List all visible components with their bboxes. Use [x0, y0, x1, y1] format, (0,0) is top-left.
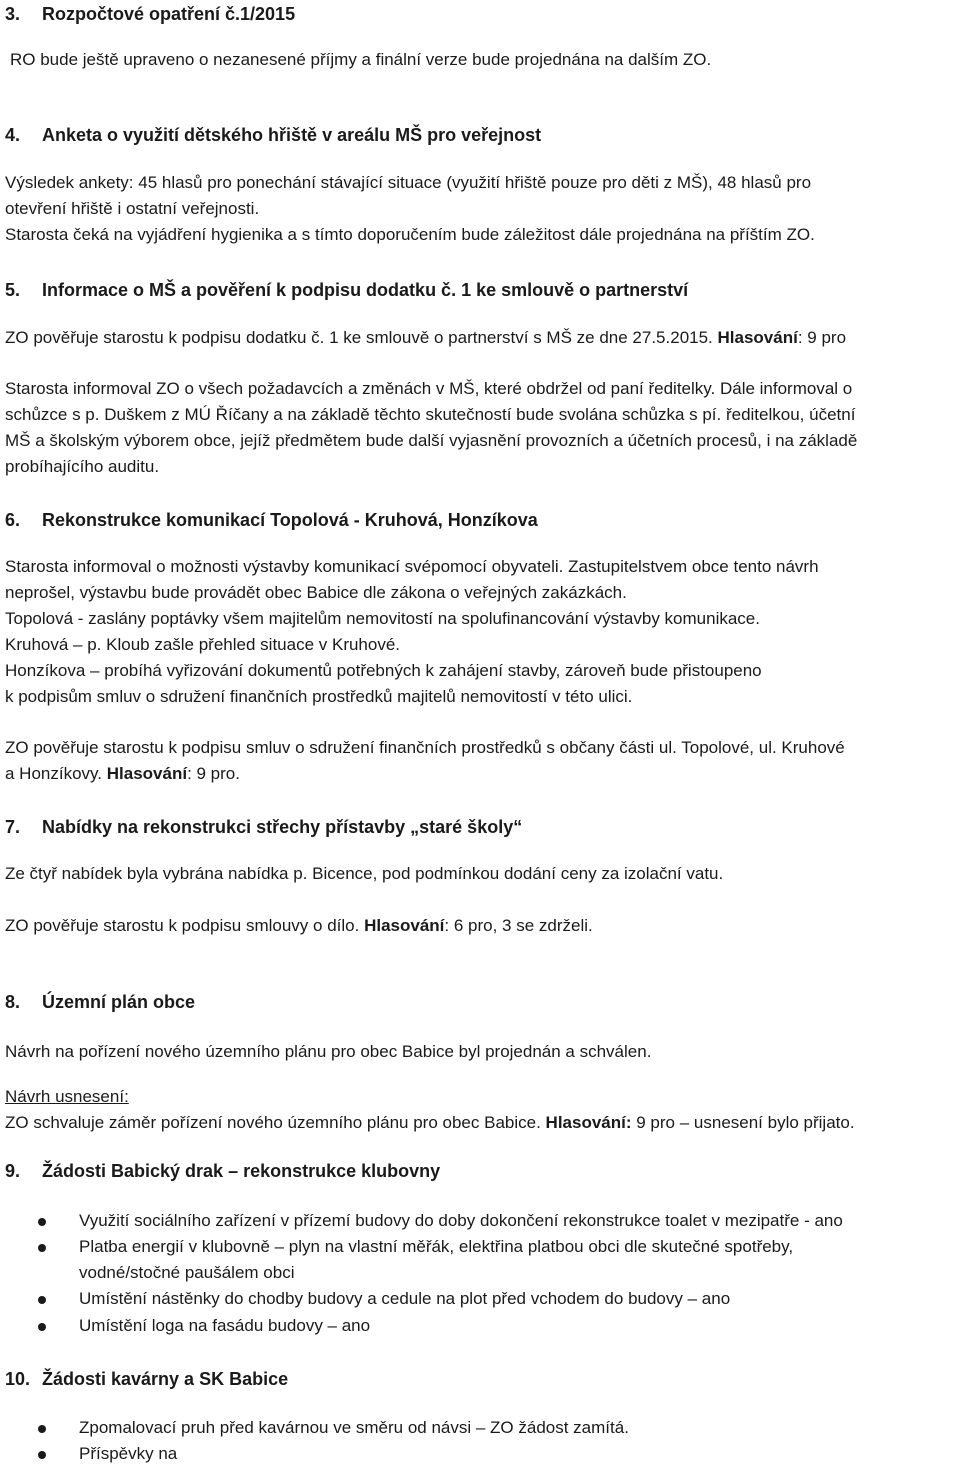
- heading-section-9: [5, 1160, 440, 1182]
- bullet-icon: [38, 1451, 46, 1459]
- list-item: Platba energií v klubovně – plyn na vlastní měřák, elektřina platbou obci dle skutečné spotřeby,: [79, 1237, 794, 1256]
- list-item: Příspěvky na: [79, 1444, 178, 1463]
- section-number: 3.: [5, 4, 21, 24]
- vote-label: Hlasování: [106, 764, 188, 783]
- section-title: Rekonstrukce komunikací Topolová - Kruhová, Honzíkova: [42, 510, 538, 530]
- text: ZO schvaluje záměr pořízení nového územního plánu pro obec Babice.: [5, 1113, 541, 1132]
- list-item: Umístění loga na fasádu budovy – ano: [79, 1316, 371, 1335]
- list-item-continuation: vodné/stočné paušálem obci: [79, 1263, 295, 1282]
- text: ZO pověřuje starostu k podpisu smlouvy o dílo.: [5, 916, 360, 935]
- text: a Honzíkovy.: [5, 764, 103, 783]
- paragraph-line: Ze čtyř nabídek byla vybrána nabídka p. Bicence, pod podmínkou dodání ceny za izolační vatu.: [5, 864, 724, 883]
- bullet-icon: [38, 1296, 46, 1304]
- section-number: 6.: [5, 510, 21, 530]
- section-number: 10.: [5, 1369, 31, 1389]
- paragraph-line: Kruhová – p. Kloub zašle přehled situace v Kruhové.: [5, 635, 401, 654]
- paragraph-line: MŠ a školským výborem obce, jejíž předmětem bude další vyjasnění provozních a účetních procesů, i na základě: [5, 431, 858, 450]
- section-title: Nabídky na rekonstrukci střechy přístavby „staré školy“: [42, 817, 523, 837]
- paragraph-line: Výsledek ankety: 45 hlasů pro ponechání stávající situace (využití hřiště pouze pro děti z MŠ), 48 hlasů pro: [5, 173, 812, 192]
- paragraph-line: k podpisům smluv o sdružení finančních prostředků majitelů nemovitostí v této ulici.: [5, 687, 633, 706]
- section-number: 4.: [5, 125, 21, 145]
- bullet-icon: [38, 1244, 46, 1252]
- paragraph-line: [5, 763, 240, 785]
- heading-section-7: [5, 816, 522, 838]
- paragraph-line: ZO pověřuje starostu k podpisu smluv o sdružení finančních prostředků s občany části ul. Topolové, ul. Kruhové: [5, 738, 845, 757]
- heading-section-3: [5, 3, 295, 25]
- section-number: 7.: [5, 817, 21, 837]
- bullet-icon: [38, 1323, 46, 1331]
- bullet-icon: [38, 1218, 46, 1226]
- vote-value: : 9 pro: [797, 328, 847, 347]
- paragraph: RO bude ještě upraveno o nezanesené příjmy a finální verze bude projednána na dalším ZO.: [10, 50, 712, 69]
- paragraph-line: Honzíkova – probíhá vyřizování dokumentů potřebných k zahájení stavby, zároveň bude přistoupeno: [5, 661, 762, 680]
- section-title: Rozpočtové opatření č.1/2015: [42, 4, 296, 24]
- heading-section-4: [5, 124, 541, 146]
- section-title: Územní plán obce: [42, 992, 196, 1012]
- text: ZO pověřuje starostu k podpisu dodatku č. 1 ke smlouvě o partnerství s MŠ ze dne 27.5.2015.: [5, 328, 713, 347]
- vote-value: 9 pro – usnesení bylo přijato.: [631, 1113, 855, 1132]
- paragraph-line: otevření hřiště i ostatní veřejnosti.: [5, 199, 260, 218]
- heading-section-5: [5, 279, 688, 301]
- paragraph-line: [5, 327, 846, 349]
- section-number: 5.: [5, 280, 21, 300]
- paragraph-line: Starosta čeká na vyjádření hygienika a s tímto doporučením bude záležitost dále projednána na příštím ZO.: [5, 225, 815, 244]
- heading-section-8: [5, 991, 195, 1013]
- section-title: Anketa o využití dětského hřiště v areálu MŠ pro veřejnost: [42, 125, 542, 145]
- vote-label: Hlasování: [717, 328, 798, 347]
- paragraph-line: Starosta informoval o možnosti výstavby komunikací svépomocí obyvateli. Zastupitelstvem obce tento návrh: [5, 557, 819, 576]
- bullet-icon: [38, 1425, 46, 1433]
- list-item: Využití sociálního zařízení v přízemí budovy do doby dokončení rekonstrukce toalet v mezipatře - ano: [79, 1211, 843, 1230]
- paragraph-line: [5, 1112, 855, 1134]
- paragraph-line: [5, 915, 593, 937]
- section-number: 9.: [5, 1161, 21, 1181]
- paragraph-line: schůzce s p. Duškem z MÚ Říčany a na základě těchto skutečností bude svolána schůzka s pí. ředitelkou, účetní: [5, 405, 856, 424]
- vote-label: Hlasování: [364, 916, 445, 935]
- section-title: Žádosti kavárny a SK Babice: [42, 1369, 289, 1389]
- resolution-label: Návrh usnesení:: [5, 1087, 129, 1106]
- section-title: Informace o MŠ a pověření k podpisu dodatku č. 1 ke smlouvě o partnerství: [42, 280, 689, 300]
- vote-value: : 6 pro, 3 se zdrželi.: [444, 916, 593, 935]
- list-item: Zpomalovací pruh před kavárnou ve směru od návsi – ZO žádost zamítá.: [79, 1418, 629, 1437]
- list-item: Umístění nástěnky do chodby budovy a cedule na plot před vchodem do budovy – ano: [79, 1289, 731, 1308]
- section-title: Žádosti Babický drak – rekonstrukce klubovny: [42, 1161, 441, 1181]
- heading-section-6: [5, 509, 538, 531]
- paragraph-line: Návrh na pořízení nového územního plánu pro obec Babice byl projednán a schválen.: [5, 1042, 652, 1061]
- paragraph-line: probíhajícího auditu.: [5, 457, 160, 476]
- paragraph-line: Topolová - zaslány poptávky všem majitelům nemovitostí na spolufinancování výstavby komunikace.: [5, 609, 760, 628]
- vote-value: : 9 pro.: [187, 764, 240, 783]
- heading-section-10: [5, 1368, 288, 1390]
- section-number: 8.: [5, 992, 21, 1012]
- paragraph-line: Starosta informoval ZO o všech požadavcích a změnách v MŠ, které obdržel od paní ředitelky. Dále informoval o: [5, 379, 853, 398]
- vote-label: Hlasování:: [545, 1113, 632, 1132]
- paragraph-line: neprošel, výstavbu bude provádět obec Babice dle zákona o veřejných zakázkách.: [5, 583, 627, 602]
